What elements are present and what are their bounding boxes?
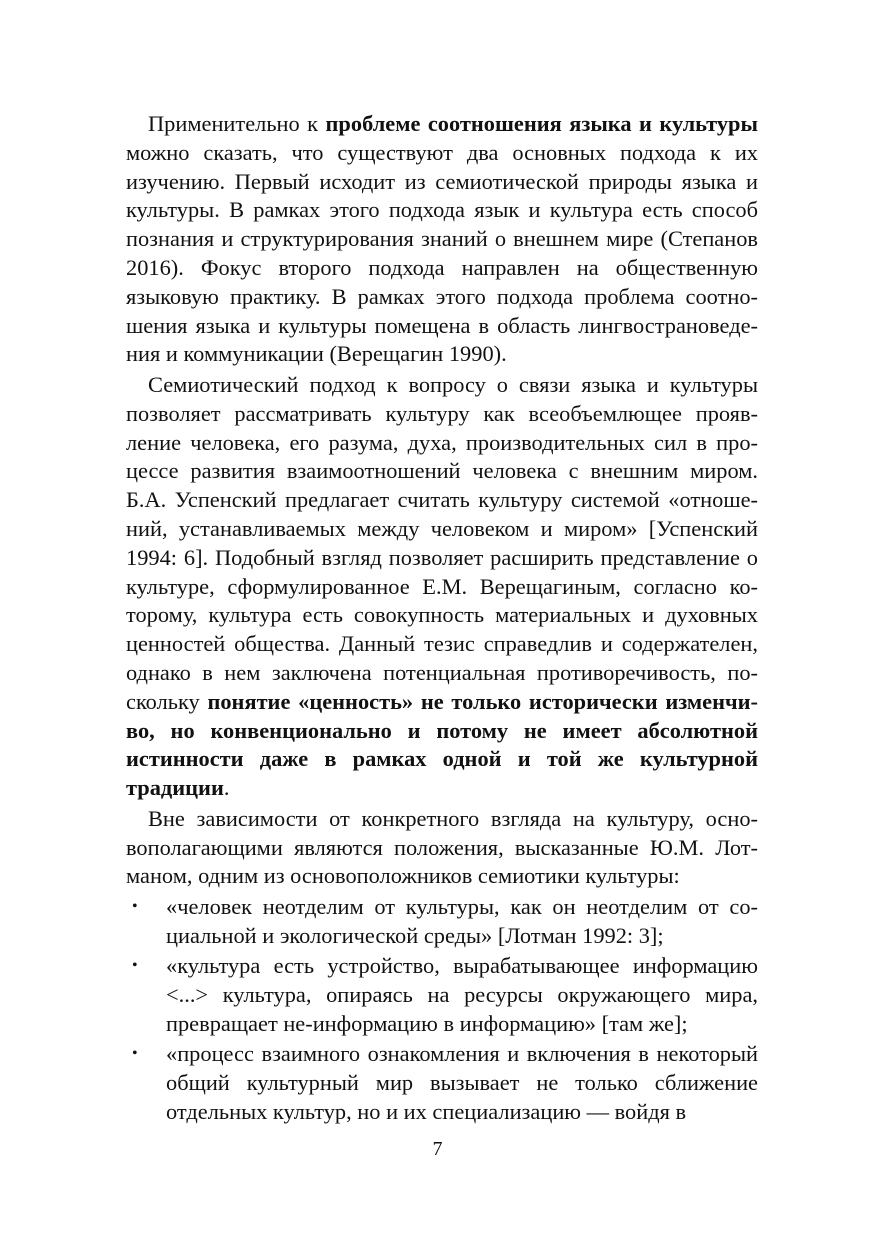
paragraph-segment: . — [223, 775, 230, 801]
bold-phrase: проблеме соотношения языка и культуры — [325, 111, 758, 136]
list-item — [126, 1040, 758, 1126]
list-item — [126, 952, 758, 1038]
page-number: 7 — [432, 1138, 443, 1160]
bullet-icon: • — [132, 957, 138, 975]
list-item-text: «процесс взаимного ознакомления и включения в некоторый общий культурный мир вызывает не только сближение отдельных культур, но и их специализацию — войдя в — [166, 1041, 758, 1125]
paragraph-1 — [126, 110, 758, 369]
paragraph-3 — [126, 805, 758, 891]
body-text — [126, 110, 758, 1129]
list-item — [126, 893, 758, 951]
bullet-icon: • — [132, 897, 138, 915]
paragraph-segment: Семиотический подход к вопросу о связи языка и культуры позволяет рассматривать культуру как всеобъемлющее проявление человека, его разума, духа, производительных сил в процессе развития взаимоотношений человека с внешним миром. Б.А. Успенский предлагает считать культуру системой «отношений, устанавливаемых между человеком и миром» [Успенский 1994: 6]. Подобный взгляд позволяет расширить представление о культуре, сформулированное Е.М. Верещагиным, согласно которому, культура есть совокупность материальных и духовных ценностей общества. Данный тезис справедлив и содержателен, однако в нем заключена потенциальная противоречивость, поскольку — [126, 371, 758, 714]
paragraph-segment: можно сказать, что существуют два основных подхода к их изучению. Первый исходит из семиотической природы языка и культуры. В рамках этого подхода язык и культура есть способ познания и структурирования знаний о внешнем мире (Степанов 2016). Фокус второго подхода направлен на общественную языковую практику. В рамках этого подхода проблема соотношения языка и культуры помещена в область лингвострановедения и коммуникации (Верещагин 1990). — [126, 139, 758, 367]
paragraph-segment: Вне зависимости от конкретного взгляда на культуру, основополагающими являются положения, высказанные Ю.М. Лотманом, одним из основоположников семиотики культуры: — [126, 805, 758, 889]
list-item-text: «человек неотделим от культуры, как он неотделим от социальной и экологической среды» [Лотман 1992: 3]; — [166, 893, 758, 948]
bullet-icon: • — [132, 1045, 138, 1063]
bold-phrase: понятие «ценность» не только исторически изменчиво, но конвенционально и потому не имеет абсолютной истинности даже в рамках одной и той же культурной традиции — [126, 688, 758, 801]
quote-list — [126, 893, 758, 1127]
list-item-text: «культура есть устройство, вырабатывающее информацию <...> культура, опираясь на ресурсы окружающего мира, превращает не-информацию в информацию» [там же]; — [166, 953, 758, 1036]
paragraph-segment: Применительно к — [148, 111, 326, 136]
paragraph-2 — [126, 371, 758, 803]
